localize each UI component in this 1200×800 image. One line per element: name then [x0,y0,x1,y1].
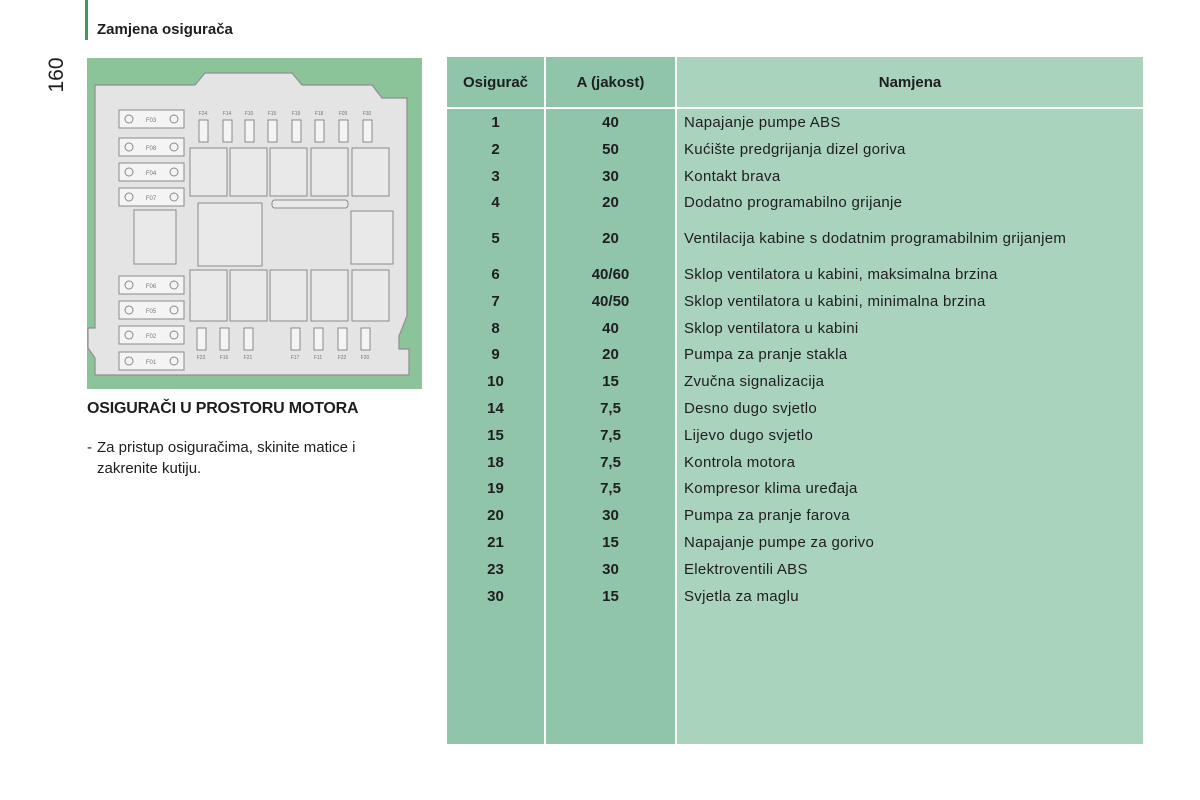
fuse-purpose: Sklop ventilatora u kabini, minimalna brzina [684,293,986,310]
fuse-label: F07 [145,196,157,202]
fuse-number: 7 [491,293,500,310]
fuse-number: 1 [491,114,500,131]
fuse-purpose: Napajanje pumpe za gorivo [684,534,875,551]
fuse-label: F30 [362,111,372,117]
fuse-purpose: Lijevo dugo svjetlo [684,427,814,444]
engine-fuse-box-diagram [87,58,422,389]
table-row [447,395,1143,422]
mini-fuse [291,328,300,350]
fuse-number: 20 [487,507,504,524]
fuse-label: F16 [219,355,229,361]
fuse-number: 30 [487,588,504,605]
fuse-label: F19 [291,111,301,117]
fuse-purpose: Napajanje pumpe ABS [684,114,841,131]
table-row [447,502,1143,529]
table-header [447,57,1143,107]
fuse-number: 19 [487,480,504,497]
fuse-number: 5 [491,230,500,247]
fuse-amperage: 30 [602,561,619,578]
fuse-amperage: 7,5 [600,427,621,444]
fuse-purpose: Kontakt brava [684,168,781,185]
fuse-label: F14 [222,111,232,117]
mini-fuse [223,120,232,142]
fuse-label: F09 [338,111,348,117]
fuse-number: 10 [487,373,504,390]
fuse-label: F06 [145,284,157,290]
diagram-heading: OSIGURAČI U PROSTORU MOTORA [87,400,359,417]
table-row [447,556,1143,583]
access-note [87,437,407,479]
header-purpose: Namjena [878,73,942,91]
table-row [447,529,1143,556]
mini-fuse [339,120,348,142]
fuse-label: F05 [145,309,157,315]
fuse-number: 6 [491,266,500,283]
fuse-amperage: 15 [602,588,619,605]
table-row [447,475,1143,502]
fuse-amperage: 7,5 [600,454,621,471]
table-row [447,163,1143,190]
fuse-amperage: 40/60 [591,266,630,283]
fuse-amperage: 7,5 [600,400,621,417]
mini-fuse [363,120,372,142]
fuse-number: 9 [491,346,500,363]
relay [270,270,307,321]
fuse-label: F21 [243,355,253,361]
fuse-label: F18 [314,111,324,117]
fuse-amperage: 40 [602,320,619,337]
relay [351,211,393,264]
mini-fuse [220,328,229,350]
section-title: Zamjena osigurača [97,21,233,38]
connector-bar [272,200,348,208]
fuse-amperage: 15 [602,373,619,390]
mini-fuse [361,328,370,350]
fuse-label: F03 [145,118,157,124]
fuse-purpose: Pumpa za pranje farova [684,507,850,524]
fuse-label: F10 [244,111,254,117]
fuse-purpose: Zvučna signalizacija [684,373,825,390]
fuse-label: F20 [360,355,370,361]
fuse-number: 23 [487,561,504,578]
relay [352,270,389,321]
mini-fuse [199,120,208,142]
fuse-label: F17 [290,355,300,361]
table-row [447,189,1143,216]
fuse-box-illustration [87,58,422,389]
fuse-amperage: 20 [602,346,619,363]
mini-fuse [244,328,253,350]
fuse-label: F22 [337,355,347,361]
fuse-amperage: 40 [602,114,619,131]
fuse-label: F15 [267,111,277,117]
fuse-label: F08 [145,146,157,152]
section-accent-bar [85,0,88,40]
fuse-amperage: 20 [602,230,619,247]
bullet-dash: - [87,439,92,456]
header-fuse: Osigurač [462,73,529,91]
fuse-purpose: Kućište predgrijanja dizel goriva [684,141,906,158]
fuse-purpose: Dodatno programabilno grijanje [684,194,903,211]
fuse-amperage: 7,5 [600,480,621,497]
fuse-amperage: 30 [602,168,619,185]
mini-fuse [314,328,323,350]
fuse-purpose: Sklop ventilatora u kabini, maksimalna brzina [684,266,998,283]
fuse-purpose: Sklop ventilatora u kabini [684,320,859,337]
relay [270,148,307,196]
relay [230,148,267,196]
fuse-label: F23 [196,355,206,361]
mini-fuse [338,328,347,350]
mini-fuse [268,120,277,142]
page-number: 160 [45,57,68,93]
fuse-number: 21 [487,534,504,551]
fuse-amperage: 50 [602,141,619,158]
mini-fuse [292,120,301,142]
table-row [447,261,1143,288]
fuse-amperage: 20 [602,194,619,211]
fuse-number: 4 [491,194,500,211]
table-row [447,315,1143,342]
fuse-purpose: Elektroventili ABS [684,561,808,578]
fuse-number: 15 [487,427,504,444]
table-row [447,109,1143,136]
fuse-number: 8 [491,320,500,337]
table-row [447,422,1143,449]
mini-fuse [197,328,206,350]
fuse-number: 2 [491,141,500,158]
fuse-number: 14 [487,400,504,417]
fuse-amperage: 15 [602,534,619,551]
table-row [447,288,1143,315]
relay [190,148,227,196]
table-row [447,368,1143,395]
access-note-text: Za pristup osiguračima, skinite matice i zakrenite kutiju. [97,439,356,477]
relay [352,148,389,196]
header-amps: A (jakost) [576,73,645,91]
fuse-purpose: Svjetla za maglu [684,588,799,605]
fuse-number: 18 [487,454,504,471]
fuse-purpose: Ventilacija kabine s dodatnim programabilnim grijanjem [684,230,1067,247]
table-row [447,225,1143,252]
relay [230,270,267,321]
relay [198,203,262,266]
relay [190,270,227,321]
relay [134,210,176,264]
fuse-label: F04 [145,171,157,177]
fuse-table [447,57,1143,744]
fuse-label: F11 [313,355,323,361]
fuse-amperage: 40/50 [591,293,630,310]
fuse-label: F24 [198,111,208,117]
relay [311,148,348,196]
fuse-purpose: Kontrola motora [684,454,796,471]
fuse-amperage: 30 [602,507,619,524]
fuse-label: F02 [145,334,157,340]
fuse-purpose: Desno dugo svjetlo [684,400,817,417]
mini-fuse [315,120,324,142]
fuse-purpose: Pumpa za pranje stakla [684,346,848,363]
fuse-label: F01 [145,360,157,366]
fuse-number: 3 [491,168,500,185]
table-row [447,583,1143,610]
relay [311,270,348,321]
mini-fuse [245,120,254,142]
table-row [447,341,1143,368]
table-row [447,449,1143,476]
table-row [447,136,1143,163]
fuse-purpose: Kompresor klima uređaja [684,480,858,497]
